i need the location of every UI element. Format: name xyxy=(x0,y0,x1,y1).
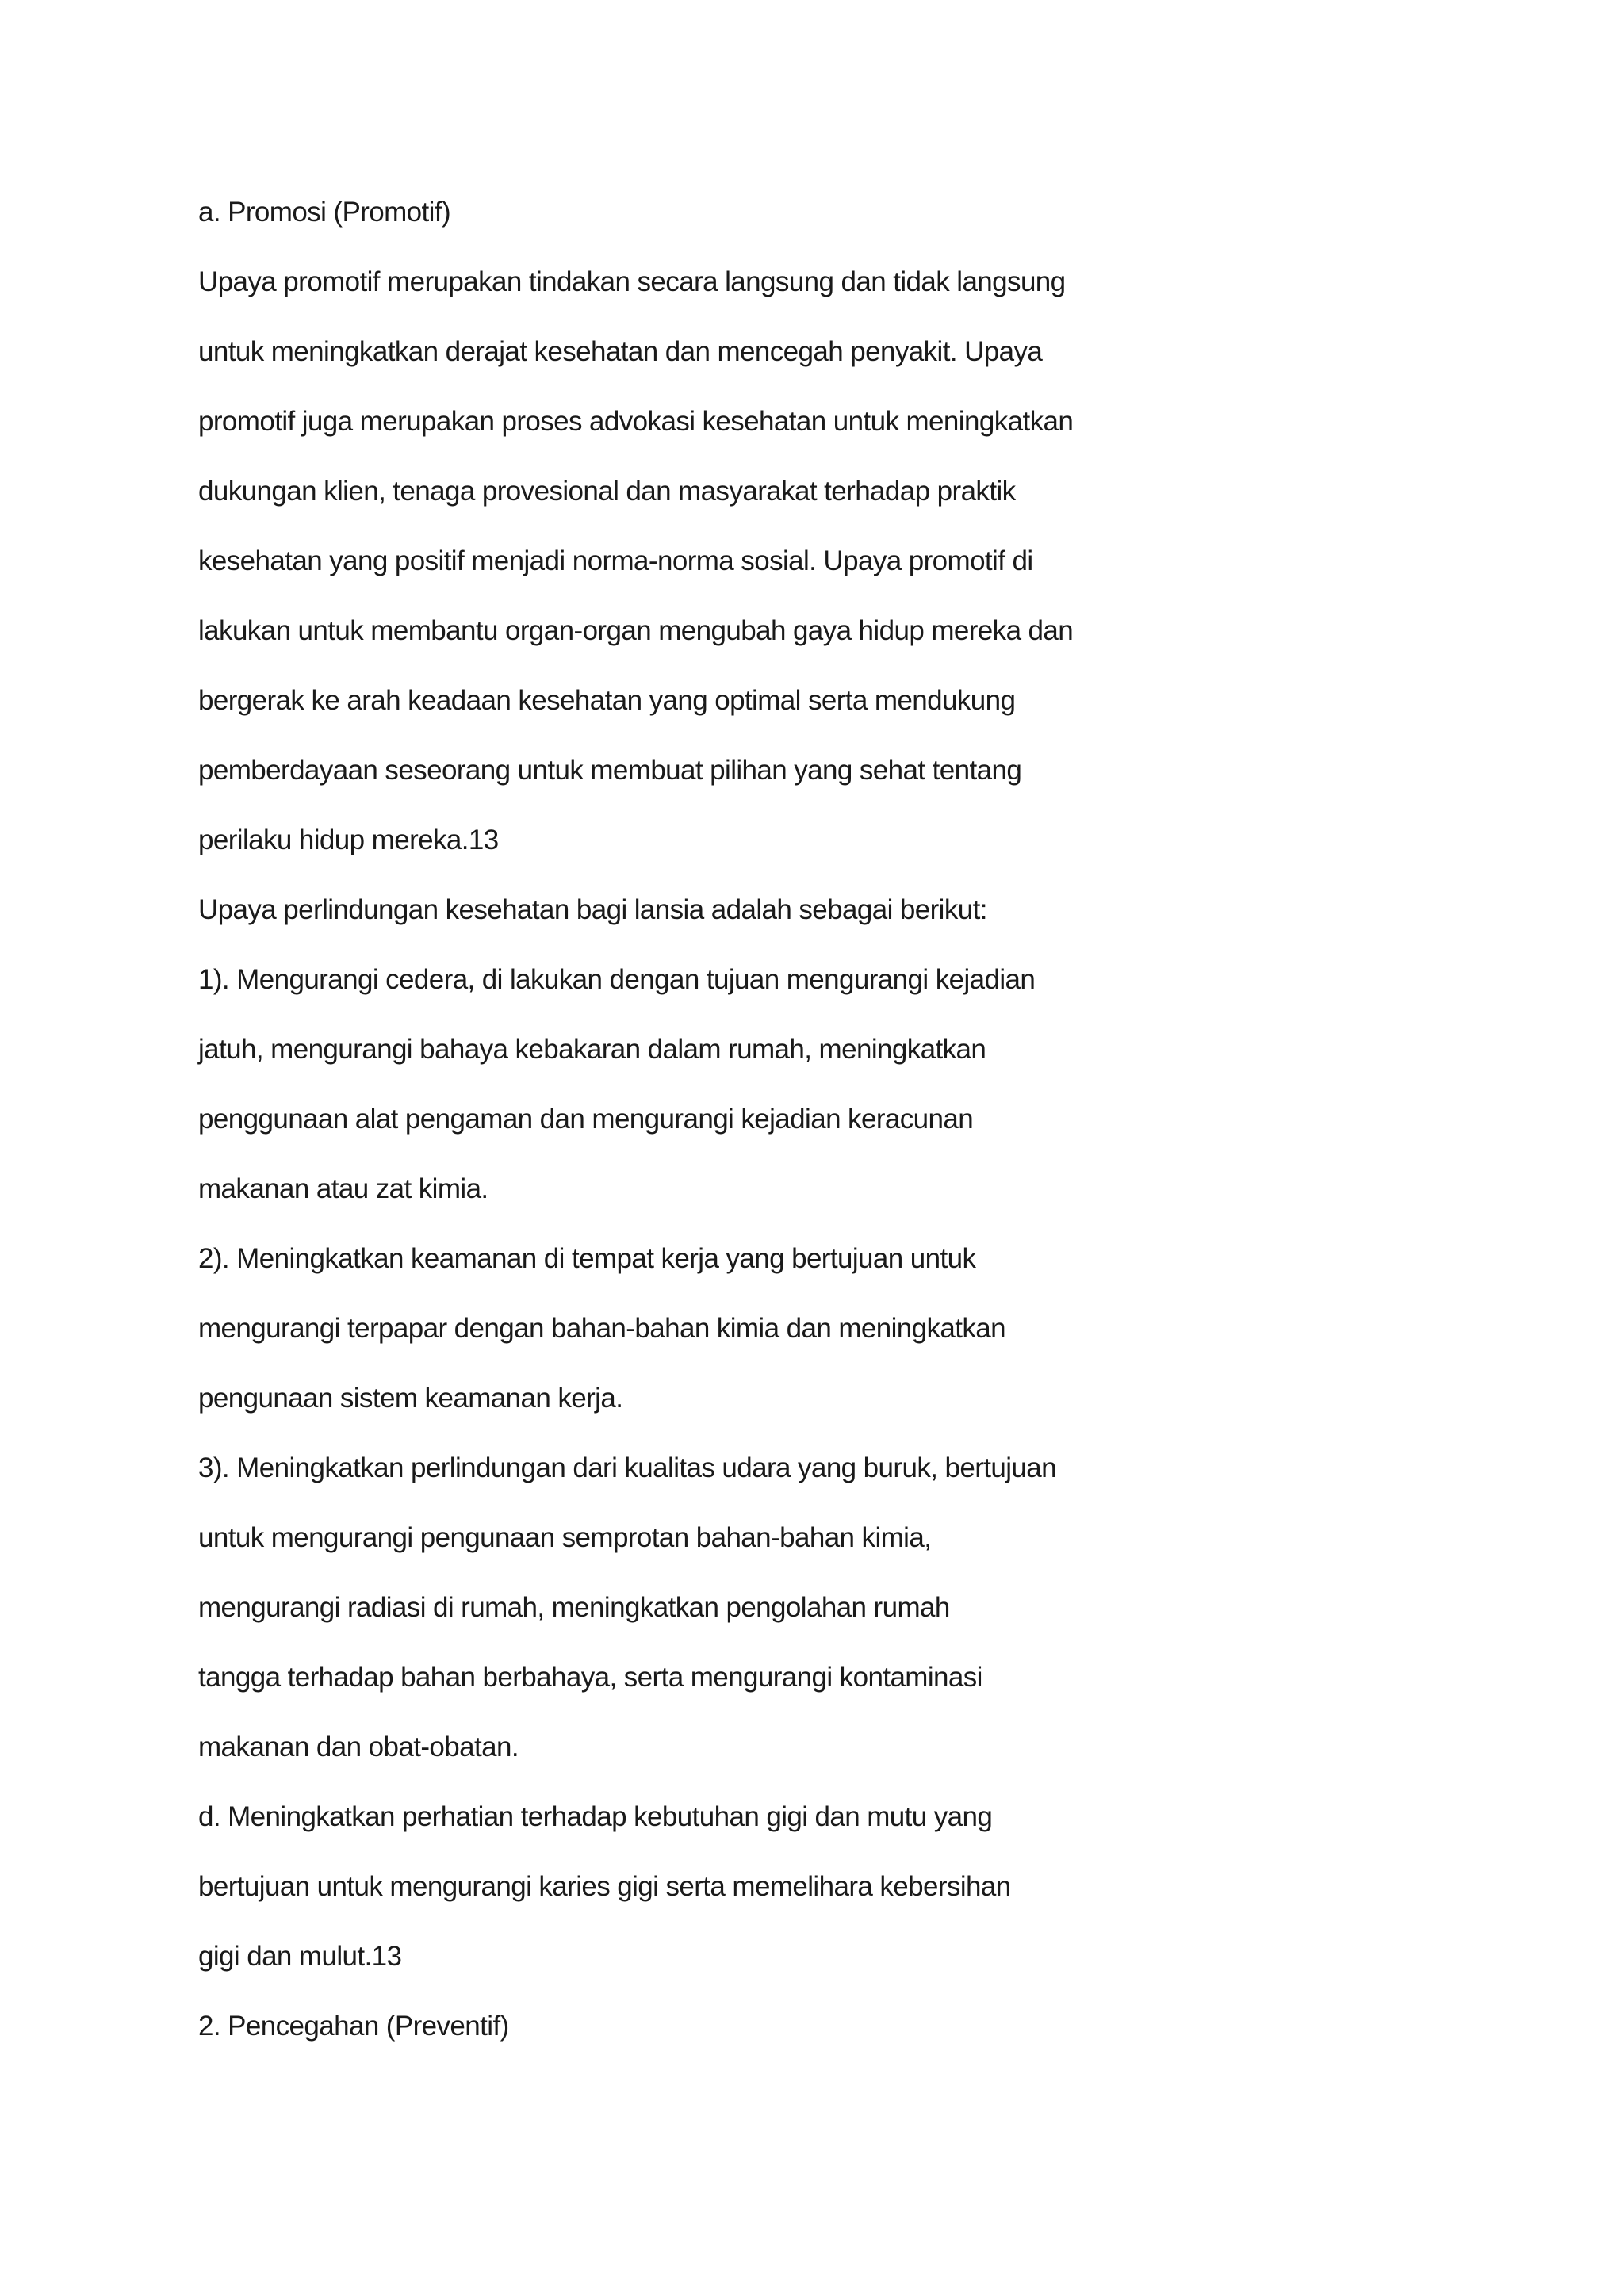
paragraph-line: lakukan untuk membantu organ-organ mengubah gaya hidup mereka dan xyxy=(198,615,1074,646)
paragraph-line: jatuh, mengurangi bahaya kebakaran dalam rumah, meningkatkan xyxy=(198,1034,986,1065)
section-heading-pencegahan: 2. Pencegahan (Preventif) xyxy=(198,2011,509,2042)
list-item-3: 3). Meningkatkan perlindungan dari kualitas udara yang buruk, bertujuan xyxy=(198,1452,1057,1483)
paragraph-line: dukungan klien, tenaga provesional dan masyarakat terhadap praktik xyxy=(198,476,1016,507)
paragraph-line: Upaya promotif merupakan tindakan secara langsung dan tidak langsung xyxy=(198,266,1066,297)
paragraph-line: penggunaan alat pengaman dan mengurangi kejadian keracunan xyxy=(198,1104,974,1135)
paragraph-line: untuk mengurangi pengunaan semprotan bahan-bahan kimia, xyxy=(198,1522,932,1553)
paragraph-line: gigi dan mulut.13 xyxy=(198,1941,402,1972)
paragraph-line: promotif juga merupakan proses advokasi kesehatan untuk meningkatkan xyxy=(198,406,1074,437)
list-item-d: d. Meningkatkan perhatian terhadap kebutuhan gigi dan mutu yang xyxy=(198,1801,993,1832)
paragraph-line: kesehatan yang positif menjadi norma-norma sosial. Upaya promotif di xyxy=(198,545,1033,576)
paragraph-line: makanan dan obat-obatan. xyxy=(198,1732,519,1762)
paragraph-line: Upaya perlindungan kesehatan bagi lansia adalah sebagai berikut: xyxy=(198,894,987,925)
list-item-1: 1). Mengurangi cedera, di lakukan dengan tujuan mengurangi kejadian xyxy=(198,964,1036,995)
section-heading-promosi: a. Promosi (Promotif) xyxy=(198,197,451,228)
paragraph-line: untuk meningkatkan derajat kesehatan dan mencegah penyakit. Upaya xyxy=(198,336,1043,367)
paragraph-line: bergerak ke arah keadaan kesehatan yang optimal serta mendukung xyxy=(198,685,1016,716)
paragraph-line: perilaku hidup mereka.13 xyxy=(198,825,499,855)
paragraph-line: mengurangi terpapar dengan bahan-bahan kimia dan meningkatkan xyxy=(198,1313,1006,1344)
paragraph-line: pengunaan sistem keamanan kerja. xyxy=(198,1383,623,1414)
paragraph-line: tangga terhadap bahan berbahaya, serta mengurangi kontaminasi xyxy=(198,1662,982,1693)
paragraph-line: bertujuan untuk mengurangi karies gigi serta memelihara kebersihan xyxy=(198,1871,1011,1902)
paragraph-line: mengurangi radiasi di rumah, meningkatkan pengolahan rumah xyxy=(198,1592,950,1623)
paragraph-line: pemberdayaan seseorang untuk membuat pilihan yang sehat tentang xyxy=(198,755,1022,786)
list-item-2: 2). Meningkatkan keamanan di tempat kerja yang bertujuan untuk xyxy=(198,1243,976,1274)
paragraph-line: makanan atau zat kimia. xyxy=(198,1173,488,1204)
